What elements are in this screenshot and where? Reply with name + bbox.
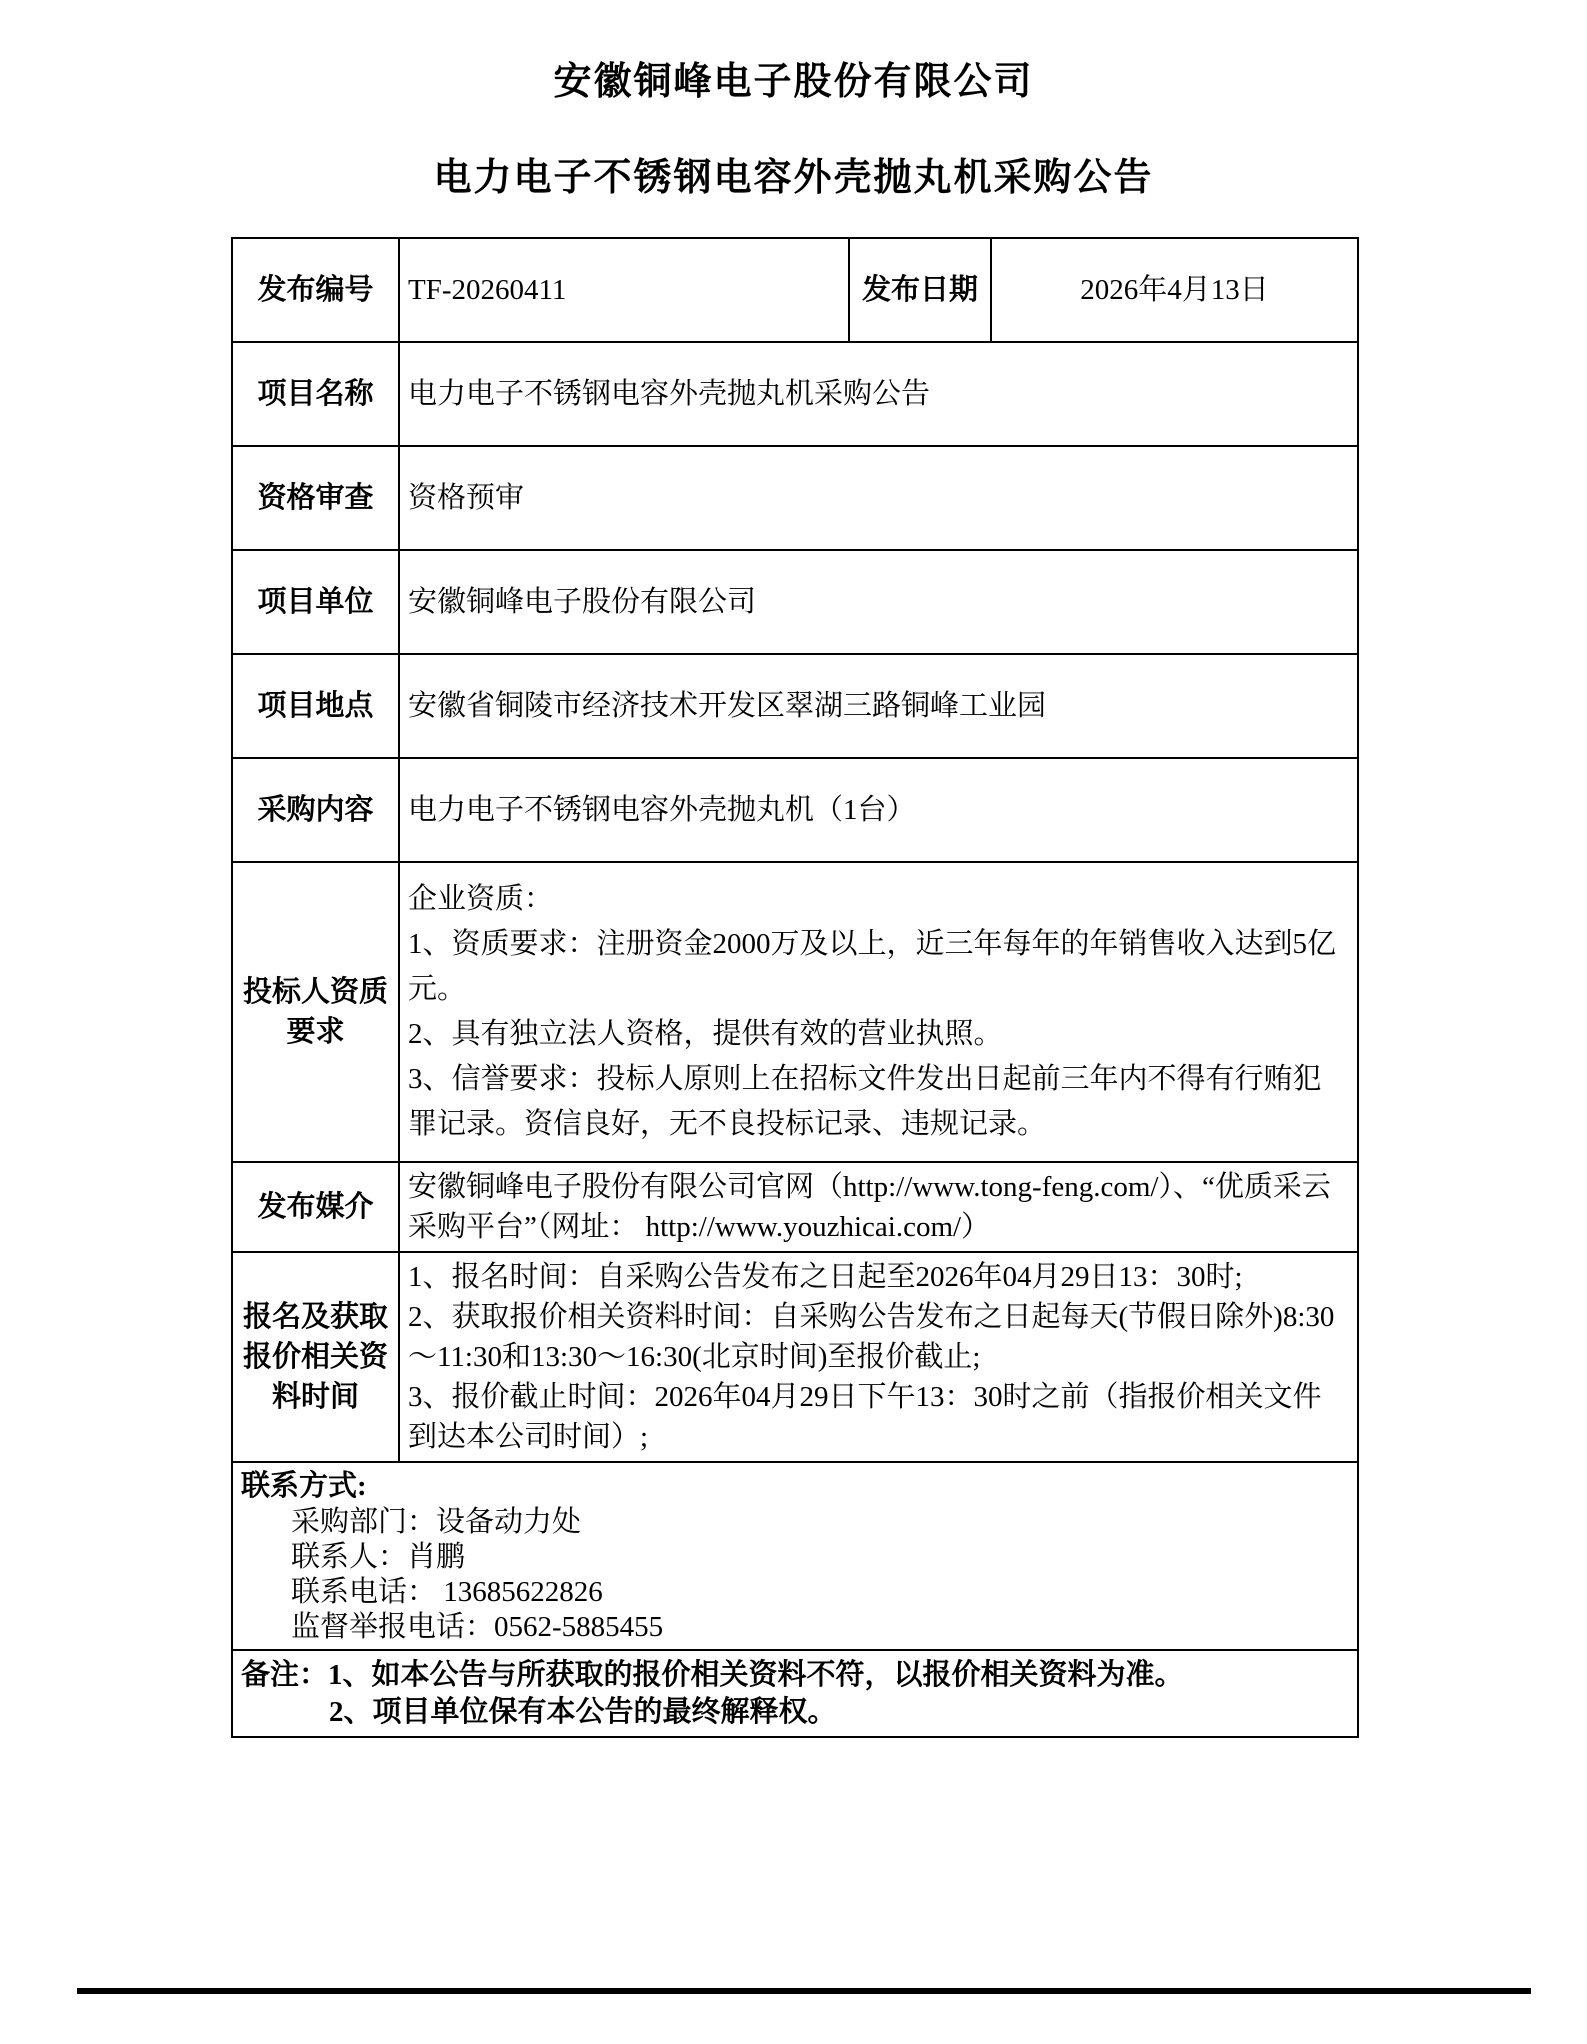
announcement-title: 电力电子不锈钢电容外壳抛丸机采购公告 [433, 157, 1154, 199]
publish-no-label: 发布编号 [232, 238, 399, 342]
project-unit-value: 安徽铜峰电子股份有限公司 [399, 550, 1358, 654]
qualification-check-label: 资格审查 [232, 446, 399, 550]
qualification-line: 2、具有独立法人资格，提供有效的营业执照。 [408, 1018, 1003, 1050]
project-unit-label: 项目单位 [232, 550, 399, 654]
remark-line: 备注：1、如本公告与所获取的报价相关资料不符，以报价相关资料为准。 [241, 1658, 1184, 1691]
publish-no-value: TF-20260411 [399, 238, 849, 342]
table-row-project-name [232, 342, 1358, 446]
contact-line: 联系电话： 13685622826 [291, 1576, 603, 1608]
contact-line: 采购部门：设备动力处 [291, 1506, 582, 1538]
table-row-bidder-qualification [232, 862, 1358, 1162]
contact-line: 联系人：肖鹏 [291, 1541, 466, 1573]
schedule-line: 1、报名时间：自采购公告发布之日起至2026年04月29日13：30时; [408, 1261, 1243, 1293]
publish-media-value: 安徽铜峰电子股份有限公司官网（http://www.tong-feng.com/）、“优质采云采购平台”（网址： http://www.youzhicai.com/） [399, 1162, 1358, 1252]
table-row-project-unit [232, 550, 1358, 654]
schedule-line: 2、获取报价相关资料时间：自采购公告发布之日起每天(节假日除外)8:30～11:30和13:30～16:30(北京时间)至报价截止; [408, 1301, 1335, 1373]
qualification-line: 企业资质： [408, 883, 554, 915]
project-name-label: 项目名称 [232, 342, 399, 446]
table-row-schedule [232, 1252, 1358, 1462]
publish-date-value: 2026年4月13日 [991, 238, 1358, 342]
announcement-table [231, 237, 1359, 1738]
contact-heading: 联系方式: [241, 1470, 367, 1502]
footer-divider [77, 1988, 1531, 1994]
table-row-qualification-check [232, 446, 1358, 550]
schedule-content [399, 1252, 1358, 1462]
qualification-line: 1、资质要求：注册资金2000万及以上，近三年每年的年销售收入达到5亿元。 [408, 928, 1337, 1005]
qualification-check-value: 资格预审 [399, 446, 1358, 550]
table-row-contact [232, 1462, 1358, 1650]
table-row-project-location [232, 654, 1358, 758]
bidder-qualification-content [399, 862, 1358, 1162]
project-location-value: 安徽省铜陵市经济技术开发区翠湖三路铜峰工业园 [399, 654, 1358, 758]
table-row-publish-media [232, 1162, 1358, 1252]
contact-line: 监督举报电话：0562-5885455 [291, 1611, 664, 1643]
table-row-publish [232, 238, 1358, 342]
procurement-content-label: 采购内容 [232, 758, 399, 862]
procurement-content-value: 电力电子不锈钢电容外壳抛丸机（1台） [399, 758, 1358, 862]
publish-date-label: 发布日期 [849, 238, 991, 342]
table-row-procurement-content [232, 758, 1358, 862]
schedule-label: 报名及获取报价相关资料时间 [232, 1252, 399, 1462]
project-location-label: 项目地点 [232, 654, 399, 758]
bidder-qualification-label: 投标人资质要求 [232, 862, 399, 1162]
project-name-value: 电力电子不锈钢电容外壳抛丸机采购公告 [399, 342, 1358, 446]
schedule-line: 3、报价截止时间：2026年04月29日下午13：30时之前（指报价相关文件到达本公司时间）; [408, 1381, 1322, 1453]
contact-cell [232, 1462, 1358, 1650]
publish-media-label: 发布媒介 [232, 1162, 399, 1252]
qualification-line: 3、信誉要求：投标人原则上在招标文件发出日起前三年内不得有行贿犯罪记录。资信良好，无不良投标记录、违规记录。 [408, 1063, 1322, 1140]
remark-line: 2、项目单位保有本公告的最终解释权。 [329, 1695, 837, 1728]
company-title: 安徽铜峰电子股份有限公司 [553, 61, 1034, 103]
remark-cell [232, 1650, 1358, 1737]
table-row-remark [232, 1650, 1358, 1737]
